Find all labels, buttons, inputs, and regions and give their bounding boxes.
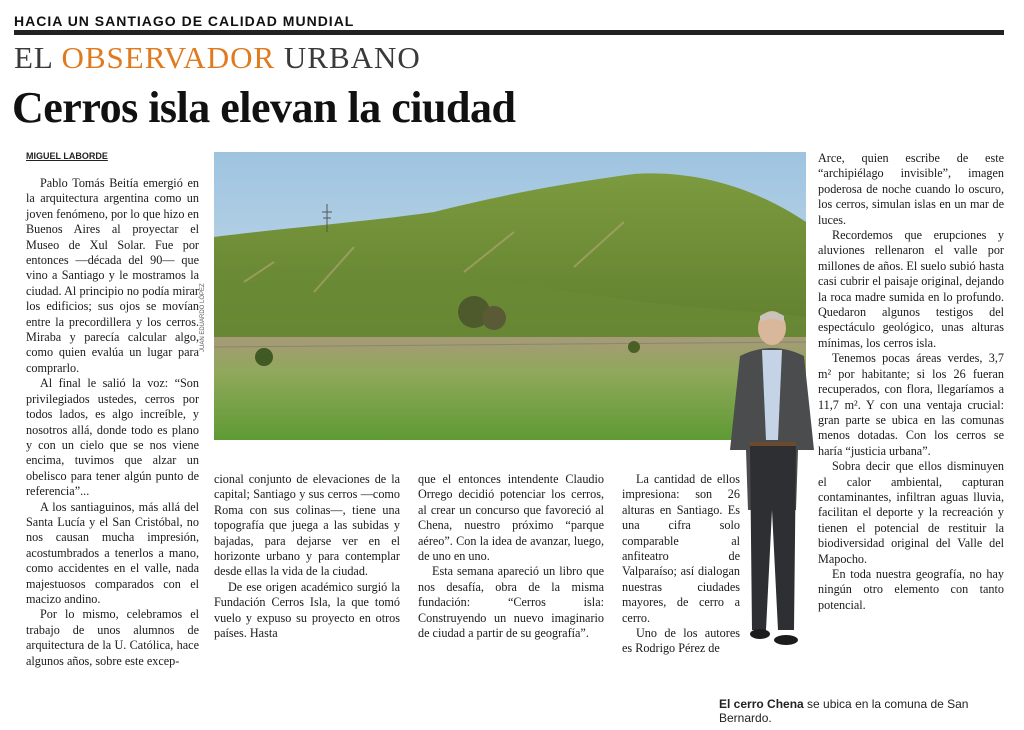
column-name	[14, 40, 421, 76]
byline: MIGUEL LABORDE	[26, 151, 108, 161]
paragraph: Al final le salió la voz: “Son privilegiados ustedes, cerros por todos lados, es algo increíble, y nosotros allá, donde todo es plano y con un cielo que se nos viene encima, tuvimos que alzar un obelisco para tener algún punto de referencia”...	[26, 376, 199, 499]
paragraph: Tenemos pocas áreas verdes, 3,7 m² por habitante; si los 26 fueran recuperados, con flora, llegaríamos a 11,7 m². Y con una ventaja crucial: gran parte se ubica en las comunas menos dotadas. Con los cerros se haría “justicia urbana”.	[818, 351, 1004, 458]
paragraph: Pablo Tomás Beitía emergió en la arquitectura argentina como un joven fenómeno, por lo que hizo en Buenos Aires al proyectar el Museo de Xul Solar. Fue por entonces —década del 90— que vino a Santiago y le mostramos la ciudad. Al principio no podía mirar los edificios; sus ojos se movían entre la precordillera y los cerros. Miraba y parecía calcular algo, como quien evalúa un lugar para comprarlo.	[26, 176, 199, 375]
paragraph: De ese origen académico surgió la Fundación Cerros Isla, la que tomó vuelo y expuso su proyecto en otros países. Hasta	[214, 579, 400, 641]
paragraph: Arce, quien escribe de este “archipiélago invisible”, imagen poderosa de noche cuando lo oscuro, los cerros, simulan islas en un mar de luces.	[818, 151, 1004, 227]
paragraph: A los santiaguinos, más allá del Santa Lucía y el San Cristóbal, no nos causan mucha impresión, acostumbrados a tenerlos a mano, como accidentes en el valle, nada majestuosos comparados con el macizo andino.	[26, 499, 199, 606]
article-column-4	[622, 472, 740, 657]
column-accent: OBSERVADOR	[61, 40, 276, 75]
article-column-1	[26, 176, 199, 669]
column-suffix: URBANO	[275, 40, 421, 75]
photo-credit: JUAN EDUARDO LÓPEZ	[200, 283, 206, 352]
paragraph: Uno de los autores es Rodrigo Pérez de	[622, 626, 740, 656]
paragraph: Recordemos que erupciones y aluviones rellenaron el valle por millones de años. El suelo subió hasta casi cubrir el paisaje original, dejando la roca madre sumida en lo profundo. Quedaron algunos testigos del espectáculo geológico, unas alturas mínimas, los cerros isla.	[818, 228, 1004, 350]
column-prefix: EL	[14, 40, 62, 75]
paragraph: En toda nuestra geografía, no hay ningún otro elemento con tanto potencial.	[818, 566, 1004, 612]
paragraph: Esta semana apareció un libro que nos desafía, obra de la misma fundación: “Cerros isla: Construyendo un nuevo imaginario de ciudad a partir de su geografía”.	[418, 564, 604, 641]
paragraph: Sobra decir que ellos disminuyen el calor ambiental, capturan contaminantes, infiltran aguas lluvia, facilitan el deporte y la recreación y tienen el potencial de restituir la biodiversidad original del Valle del Mapocho.	[818, 459, 1004, 566]
paragraph: Por lo mismo, celebramos el trabajo de unos alumnos de arquitectura de la U. Católica, hace algunos años, sobre este excep-	[26, 607, 199, 668]
paragraph: cional conjunto de elevaciones de la capital; Santiago y sus cerros —como Roma con sus colinas—, tiene una topografía que juega a las subidas y bajadas, para dejarse ver en el horizonte urbano y para contemplar desde ellas la vida de la ciudad.	[214, 472, 400, 579]
section-header: HACIA UN SANTIAGO DE CALIDAD MUNDIAL	[14, 13, 355, 29]
paragraph: La cantidad de ellos impresiona: son 26 alturas en Santiago. Es una cifra solo comparable al anfiteatro de Valparaíso; así dialogan nuestras ciudades mayores, de cerro a cerro.	[622, 472, 740, 625]
photo-caption	[719, 697, 1024, 725]
caption-text: se ubica en la comuna de San Bernardo.	[719, 697, 969, 725]
article-column-3	[418, 472, 604, 641]
paragraph: que el entonces intendente Claudio Orrego decidió potenciar los cerros, al crear un concurso que favoreció al Chena, nuestro próximo “parque aéreo”. Con la idea de avanzar, luego, de uno en uno.	[418, 472, 604, 564]
article-column-5	[818, 151, 1004, 613]
article-column-2	[214, 472, 400, 641]
header-rule	[14, 30, 1004, 35]
headline: Cerros isla elevan la ciudad	[12, 83, 516, 132]
caption-bold: El cerro Chena	[719, 697, 804, 711]
